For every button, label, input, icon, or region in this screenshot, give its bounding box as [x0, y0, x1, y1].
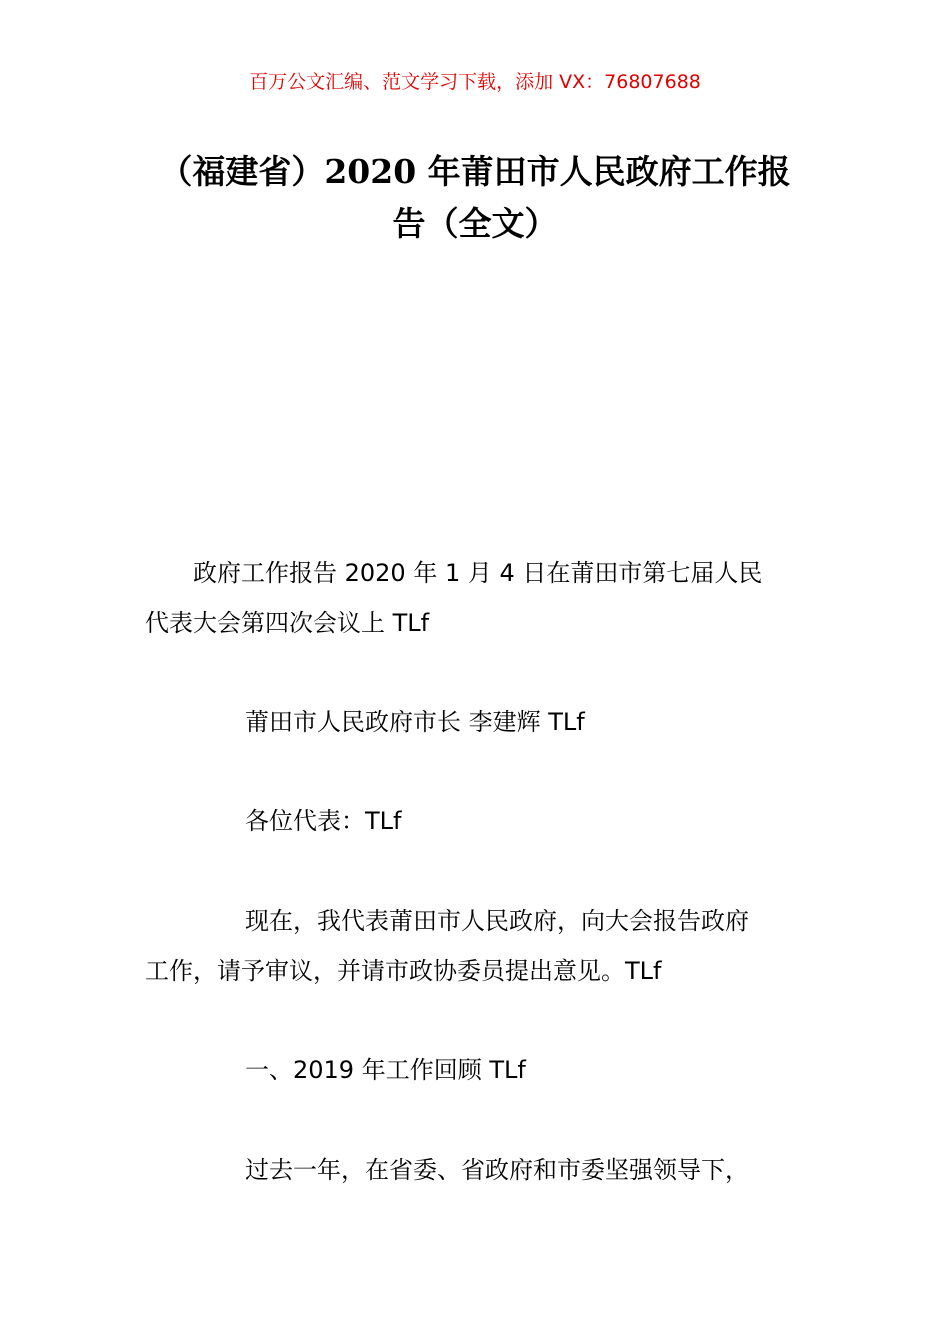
document-title	[140, 146, 810, 250]
header-banner: 百万公文汇编、范文学习下载，添加 VX：76807688	[249, 71, 701, 93]
paragraph-line: 一、2019 年工作回顾 TLf	[245, 1056, 526, 1084]
paragraph-mayor	[145, 697, 813, 747]
paragraph-line: 代表大会第四次会议上 TLf	[145, 609, 430, 637]
paragraph-line: 莆田市人民政府市长 李建辉 TLf	[245, 708, 585, 736]
paragraph-opening	[145, 896, 813, 996]
paragraph-salutation	[145, 796, 813, 846]
paragraph-line: 各位代表：TLf	[245, 807, 402, 835]
paragraph-review-start	[145, 1145, 813, 1195]
paragraph-line: 政府工作报告 2020 年 1 月 4 日在莆田市第七届人民	[193, 559, 763, 587]
paragraph-line: 过去一年，在省委、省政府和市委坚强领导下，	[245, 1156, 749, 1184]
paragraph-line: 现在，我代表莆田市人民政府，向大会报告政府	[245, 907, 749, 935]
document-title-line-2: 告（全文）	[392, 204, 558, 243]
section-heading-review	[145, 1045, 813, 1095]
paragraph-report-date	[145, 548, 813, 648]
paragraph-line: 工作，请予审议，并请市政协委员提出意见。TLf	[145, 957, 662, 985]
document-title-line-1: （福建省）2020 年莆田市人民政府工作报	[159, 152, 791, 191]
